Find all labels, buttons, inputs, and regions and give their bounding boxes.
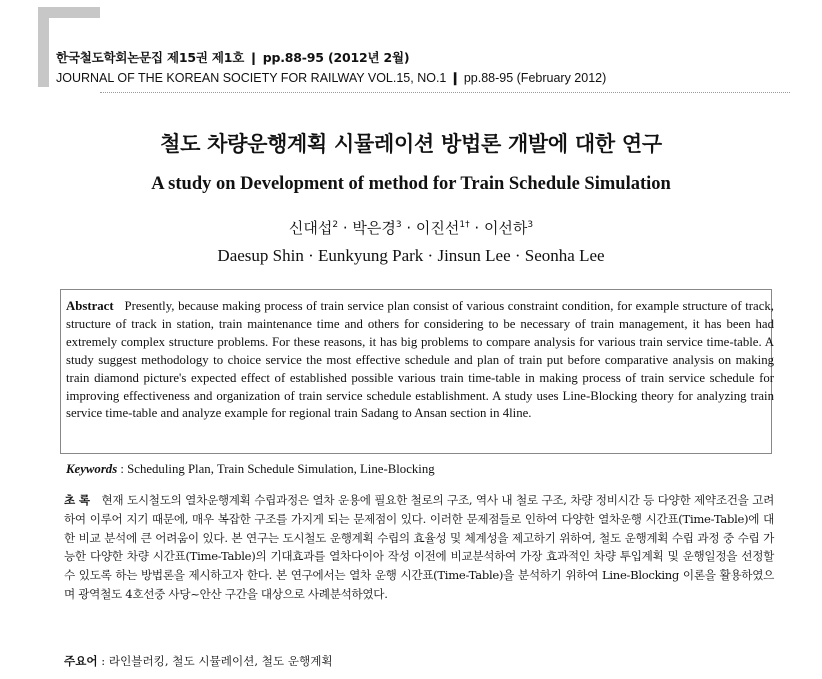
corner-mark-vertical — [38, 7, 49, 87]
authors-korean — [0, 217, 822, 238]
author-name: 이진선 — [415, 219, 460, 237]
journal-pages-korean: pp.88-95 (2012년 2월) — [262, 50, 410, 65]
journal-pages-english: pp.88-95 (February 2012) — [463, 71, 607, 85]
author-affiliation-mark: 3 — [395, 220, 402, 230]
abstract-text: Presently, because making process of train service plan consist of various constraint condition, for example structure of track, structure of track in station, train maintenance time and others for considering to be necessary of train management, it has been had extremely complex structure problems. For these reasons, it has big problems to compare analysis for various train service time-table. A study suggest methodology to choice service the most effective schedule and plan of train put before comparative analysis on making train diamond picture's expected effect of established possible various train time-table in making process of train service schedule for improving effectiveness and organization of train service schedule establishment. A study uses Line-Blocking theory for analyzing train service time-table and analyze example for regional train Sadang to Ansan section in 4line. — [66, 299, 774, 421]
author-name: 이선하 — [483, 219, 528, 237]
korean-abstract-label: 초 록 — [64, 493, 90, 507]
author-separator: · — [338, 219, 353, 237]
journal-name-korean: 한국철도학회논문집 제15권 제1호 — [56, 50, 245, 65]
keywords-text: : Scheduling Plan, Train Schedule Simulation, Line-Blocking — [120, 462, 435, 476]
author-affiliation-mark: 1† — [459, 220, 470, 230]
journal-name-english: JOURNAL OF THE KOREAN SOCIETY FOR RAILWAY VOL.15, NO.1 — [56, 71, 447, 85]
author-affiliation-mark: 3 — [527, 220, 534, 230]
author-name: 신대섭 — [288, 219, 333, 237]
korean-keywords-text: : 라인블러킹, 철도 시뮬레이션, 철도 운행계획 — [97, 654, 333, 668]
author-name: 박은경 — [352, 219, 396, 237]
header-separator: ❙ — [248, 50, 259, 65]
author-affiliation-mark: 2 — [332, 220, 339, 230]
header-rule — [100, 92, 790, 93]
abstract — [66, 298, 774, 423]
abstract-label: Abstract — [66, 299, 114, 313]
author-separator: · — [469, 219, 484, 237]
korean-keywords-label: 주요어 — [64, 654, 98, 668]
paper-title-korean: 철도 차량운행계획 시뮬레이션 방법론 개발에 대한 연구 — [160, 132, 662, 156]
korean-abstract — [64, 491, 774, 604]
journal-header-korean — [56, 48, 409, 66]
korean-abstract-text: 현재 도시철도의 열차운행계획 수립과정은 열차 운용에 필요한 철로의 구조, 역사 내 철로 구조, 차량 정비시간 등 다양한 제약조건을 고려하여 이루어 지기 때문에, 매우 복잡한 구조를 가지게 되는 문제점이 있다. 이러한 문제점들로 인하여 다양한 열차운행 시간표(Time-Table)에 대한 비교 분석에 큰 어려움이 있다. 본 연구는 도시철도 운행계획 수립의 효율성 및 체계성을 제고하기 위하여, 철도 운행계획 수립 과정 중 수립 가능한 다양한 차량 시간표(Time-Table)의 기대효과를 열차다이아 작성 이전에 비교분석하여 가장 효과적인 차량 투입계획 및 운행일정을 선정할 수 있도록 하는 방법론을 제시하고자 한다. 본 연구에서는 열차 운행 시간표(Time-Table)을 분석하기 위하여 Line-Blocking 이론을 활용하였으며 광역철도 4호선중 사당~안산 구간을 대상으로 사례분석하였다. — [64, 493, 775, 601]
keywords — [66, 462, 435, 477]
keywords-label: Keywords — [66, 462, 118, 476]
journal-header-english — [56, 70, 606, 85]
paper-title-english: A study on Development of method for Train Schedule Simulation — [151, 174, 671, 194]
header-separator: ❙ — [449, 71, 461, 85]
authors-english: Daesup Shin · Eunkyung Park · Jinsun Lee · Seonha Lee — [217, 246, 605, 265]
korean-keywords — [64, 653, 333, 669]
author-separator: · — [401, 219, 416, 237]
